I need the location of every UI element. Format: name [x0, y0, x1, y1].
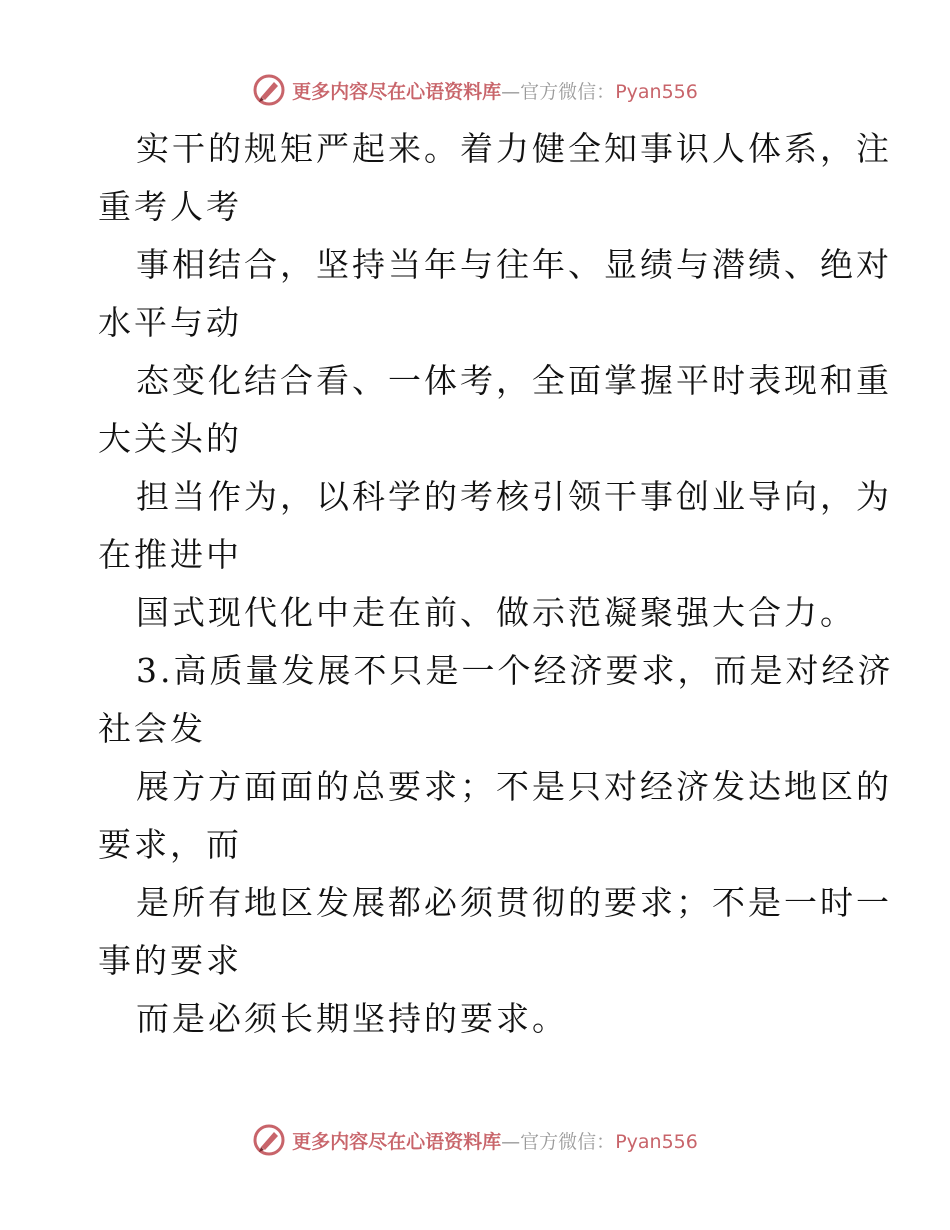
- header-wechat-id: Pyan556: [615, 80, 698, 103]
- footer-brand: 更多内容尽在心语资料库: [292, 1130, 502, 1153]
- header-wechat-label: 官方微信：: [520, 80, 616, 103]
- footer-dash: —: [501, 1130, 521, 1153]
- header-brand: 更多内容尽在心语资料库: [292, 80, 502, 103]
- body-line: 3.高质量发展不只是一个经济要求，而是对经济: [136, 651, 894, 690]
- body-line: 在推进中: [98, 535, 242, 574]
- body-line: 是所有地区发展都必须贯彻的要求；不是一时一: [136, 883, 892, 922]
- body-line: 事相结合，坚持当年与往年、显绩与潜绩、绝对: [136, 245, 892, 284]
- body-line: 展方方面面的总要求；不是只对经济发达地区的: [136, 767, 892, 806]
- body-line: 而是必须长期坚持的要求。: [136, 999, 568, 1038]
- body-line: 国式现代化中走在前、做示范凝聚强大合力。: [136, 593, 856, 632]
- pen-logo-icon: [252, 1123, 286, 1157]
- body-line: 事的要求: [98, 941, 242, 980]
- header-banner: [0, 70, 950, 110]
- body-line: 态变化结合看、一体考，全面掌握平时表现和重: [136, 361, 892, 400]
- footer-text: [292, 1127, 698, 1154]
- document-body: [98, 120, 894, 1048]
- pen-logo-icon: [252, 73, 286, 107]
- body-line: 要求，而: [98, 825, 242, 864]
- body-line: 社会发: [98, 709, 206, 748]
- body-line: 实干的规矩严起来。着力健全知事识人体系，注: [136, 129, 892, 168]
- footer-wechat-label: 官方微信：: [520, 1130, 616, 1153]
- footer-banner: [0, 1120, 950, 1160]
- body-line: 重考人考: [98, 187, 242, 226]
- body-line: 水平与动: [98, 303, 242, 342]
- header-text: [292, 77, 698, 104]
- footer-wechat-id: Pyan556: [615, 1130, 698, 1153]
- header-dash: —: [501, 80, 521, 103]
- body-line: 大关头的: [98, 419, 242, 458]
- body-line: 担当作为，以科学的考核引领干事创业导向，为: [136, 477, 892, 516]
